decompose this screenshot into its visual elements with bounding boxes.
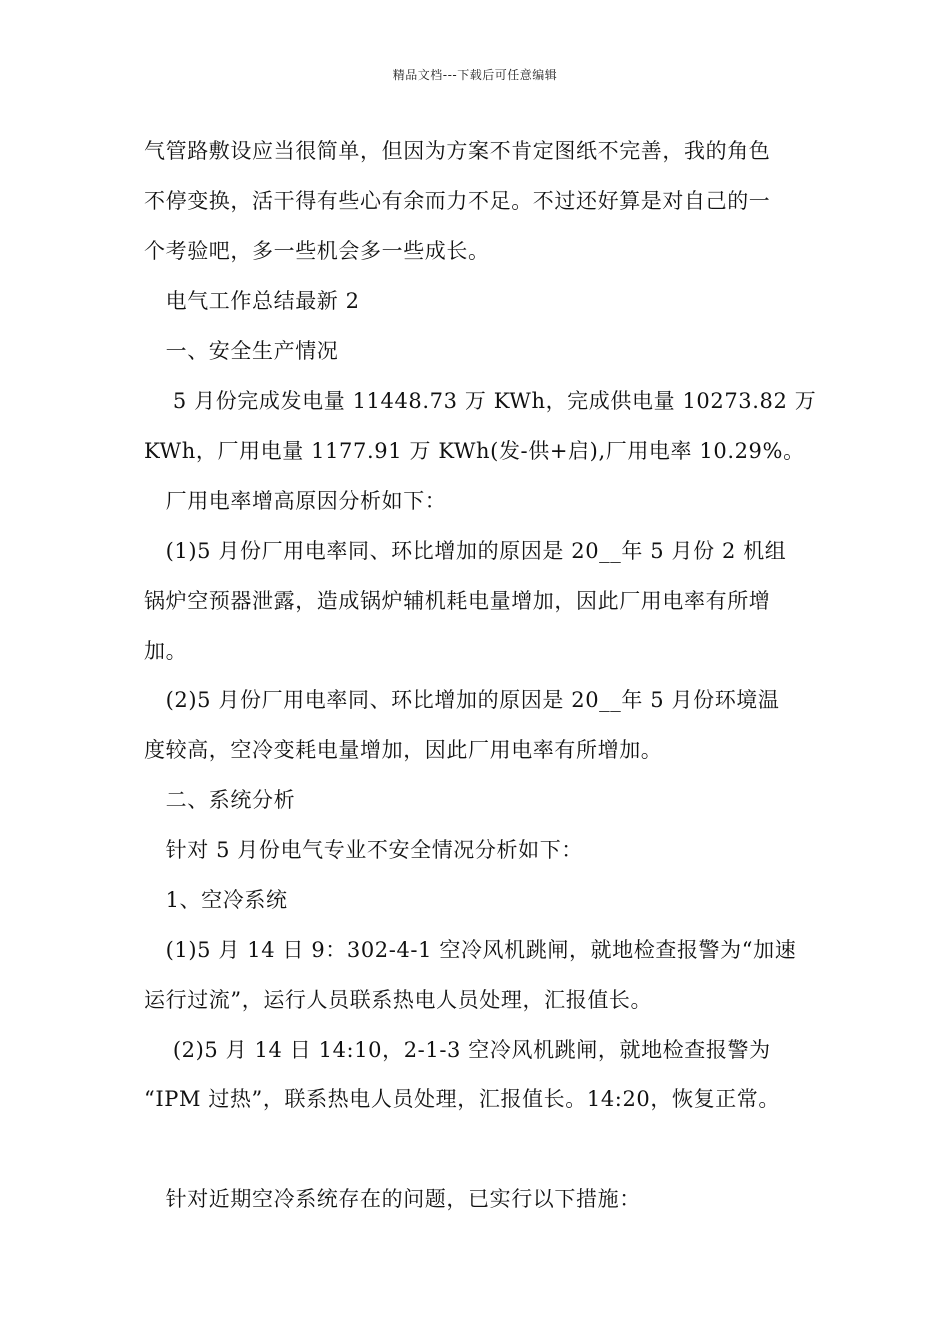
text-line: 加。 [144,639,188,663]
text-line: (2)5 月 14 日 14:10，2-1-3 空冷风机跳闸，就地检查报警为 [144,1038,771,1062]
text-line: 个考验吧，多一些机会多一些成长。 [144,239,490,263]
text-line: 气管路敷设应当很简单，但因为方案不肯定图纸不完善，我的角色 [144,139,771,163]
section-heading: 二、系统分析 [144,788,296,812]
section-title: 电气工作总结最新 2 [144,289,360,313]
subsection-heading: 1、空冷系统 [144,888,288,912]
text-line: 针对 5 月份电气专业不安全情况分析如下： [144,838,583,862]
text-line: 5 月份完成发电量 11448.73 万 KWh，完成供电量 10273.82 万 [144,389,817,413]
text-line: (2)5 月份厂用电率同、环比增加的原因是 20__年 5 月份环境温 [144,688,780,712]
page-header: 精品文档---下载后可任意编辑 [392,68,558,82]
text-line: (1)5 月份厂用电率同、环比增加的原因是 20__年 5 月份 2 机组 [144,539,787,563]
text-line: 厂用电率增高原因分析如下： [144,489,447,513]
text-line: 不停变换，活干得有些心有余而力不足。不过还好算是对自己的一 [144,189,771,213]
text-line: 运行过流”，运行人员联系热电人员处理，汇报值长。 [144,988,653,1012]
text-line: KWh，厂用电量 1177.91 万 KWh(发-供+启),厂用电率 10.29%。 [144,439,805,463]
text-line: 锅炉空预器泄露，造成锅炉辅机耗电量增加，因此厂用电率有所增 [144,589,771,613]
text-line: 针对近期空冷系统存在的问题，已实行以下措施： [144,1187,641,1211]
text-line: (1)5 月 14 日 9：302-4-1 空冷风机跳闸，就地检查报警为“加速 [144,938,797,962]
text-line: “IPM 过热”，联系热电人员处理，汇报值长。14:20，恢复正常。 [144,1087,780,1111]
section-heading: 一、安全生产情况 [144,339,339,363]
text-line: 度较高，空冷变耗电量增加，因此厂用电率有所增加。 [144,738,663,762]
